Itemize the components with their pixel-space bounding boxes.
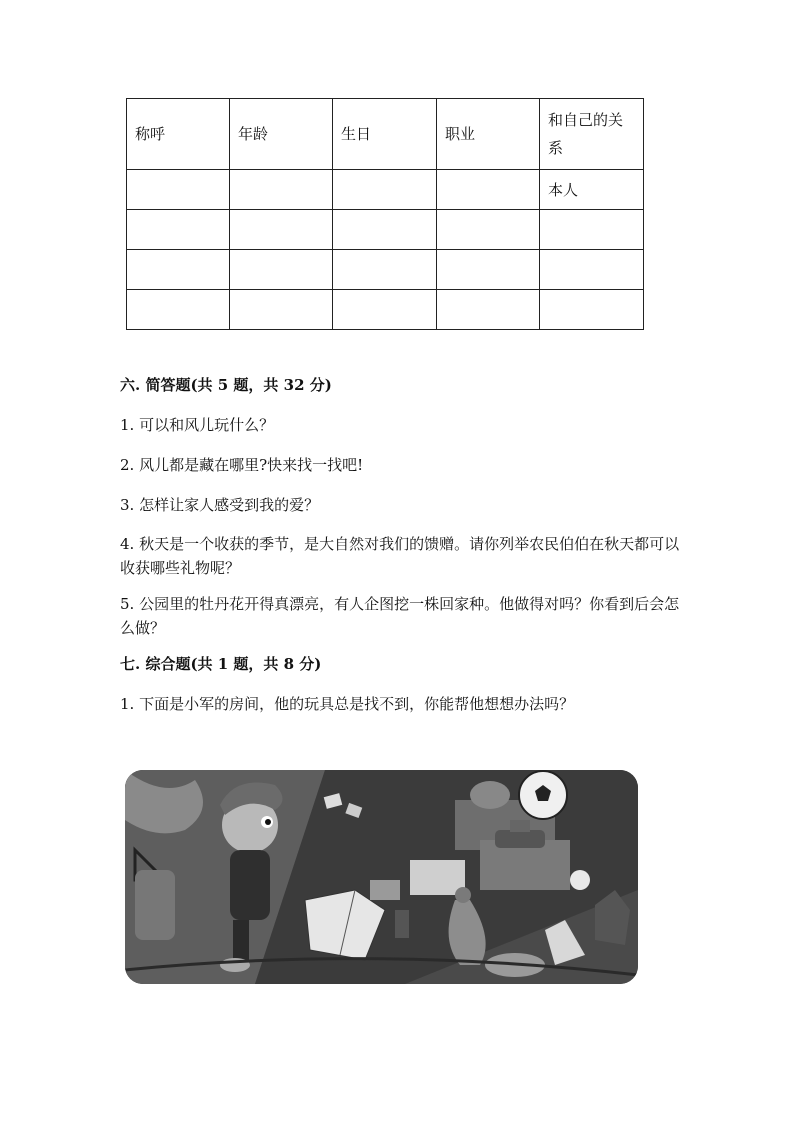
table-cell[interactable] <box>333 170 437 210</box>
table-header-row <box>127 99 644 170</box>
table-row <box>127 170 644 210</box>
table-cell[interactable] <box>127 250 230 290</box>
table-cell[interactable] <box>437 210 540 250</box>
header-cell: 和自己的关系 <box>540 99 644 170</box>
table-cell[interactable] <box>127 290 230 330</box>
table-cell[interactable] <box>333 250 437 290</box>
table-cell[interactable] <box>540 210 644 250</box>
header-cell: 年龄 <box>230 99 333 170</box>
question-item: 1. 下面是小军的房间，他的玩具总是找不到，你能帮他想想办法吗？ <box>120 695 575 713</box>
section-6-title: 六. 简答题(共 5 题，共 32 分) <box>120 376 332 394</box>
small-box <box>410 860 465 895</box>
table-cell[interactable] <box>333 210 437 250</box>
table-cell[interactable] <box>127 170 230 210</box>
header-cell: 称呼 <box>127 99 230 170</box>
messy-room-illustration <box>125 770 638 984</box>
table-cell[interactable] <box>230 170 333 210</box>
section-7-title: 七. 综合题(共 1 题，共 8 分) <box>120 655 322 673</box>
table-cell[interactable] <box>540 250 644 290</box>
question-item: 1. 可以和风儿玩什么？ <box>120 416 275 434</box>
table-cell[interactable] <box>437 290 540 330</box>
header-cell: 生日 <box>333 99 437 170</box>
table-cell[interactable] <box>230 210 333 250</box>
question-item: 3. 怎样让家人感受到我的爱？ <box>120 496 320 514</box>
table-row <box>127 210 644 250</box>
table-cell[interactable] <box>437 250 540 290</box>
question-item: 5. 公园里的牡丹花开得真漂亮，有人企图挖一株回家种。他做得对吗？你看到后会怎么做？ <box>120 595 680 637</box>
table-row <box>127 250 644 290</box>
table-cell[interactable] <box>230 250 333 290</box>
table-cell[interactable] <box>437 170 540 210</box>
question-item: 4. 秋天是一个收获的季节，是大自然对我们的馈赠。请你列举农民伯伯在秋天都可以收获哪些礼物呢？ <box>120 535 680 577</box>
table-cell: 本人 <box>540 170 644 210</box>
table-cell[interactable] <box>230 290 333 330</box>
table-cell[interactable] <box>540 290 644 330</box>
table-cell[interactable] <box>333 290 437 330</box>
question-item: 2. 风儿都是藏在哪里?快来找一找吧! <box>120 456 364 474</box>
relation-table <box>126 98 644 330</box>
table-cell[interactable] <box>127 210 230 250</box>
header-cell: 职业 <box>437 99 540 170</box>
boy-overalls <box>230 850 270 920</box>
table-row <box>127 290 644 330</box>
